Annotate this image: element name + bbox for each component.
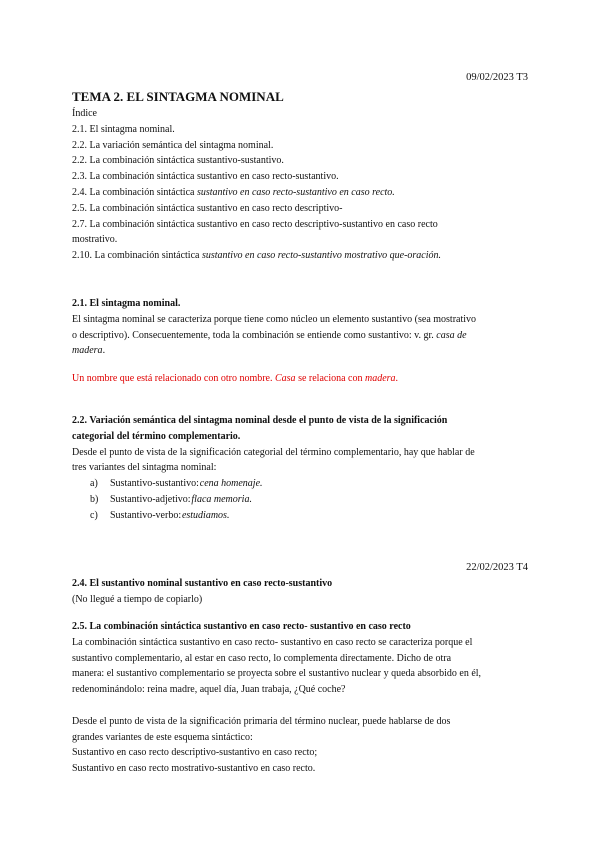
list-item: c) Sustantivo-verbo: estudiamos.: [90, 509, 230, 521]
list-item: a) Sustantivo-sustantivo: cena homenaje.: [90, 478, 263, 490]
section-heading: 2.4. El sustantivo nominal sustantivo en caso recto-sustantivo: [72, 578, 333, 589]
paragraph-line: tres variantes del sintagma nominal:: [72, 462, 217, 474]
index-item: 2.10. La combinación sintáctica sustantivo en caso recto-sustantivo mostrativo que-oración.: [72, 250, 442, 262]
index-item: 2.5. La combinación sintáctica sustantivo en caso recto descriptivo-: [72, 202, 343, 214]
index-item: mostrativo.: [72, 234, 118, 246]
paragraph-line: redenominándolo: reina madre, aquel día, Juan trabaja, ¿Qué coche?: [72, 684, 346, 696]
paragraph-line: Sustantivo en caso recto descriptivo-sustantivo en caso recto;: [72, 747, 318, 759]
section-2-1: [72, 296, 528, 359]
paragraph-line: manera: el sustantivo complementario se proyecta sobre el sustantivo nuclear y queda absorbido en él,: [72, 668, 482, 680]
paragraph-line: El sintagma nominal se caracteriza porque tiene como núcleo un elemento sustantivo (sea mostrativo: [72, 313, 477, 325]
paragraph-line: Desde el punto de vista de la significación primaria del término nuclear, puede hablarse de dos: [72, 715, 451, 727]
section-heading: 2.1. El sintagma nominal.: [72, 298, 181, 309]
section-heading-cont: categorial del término complementario.: [72, 430, 241, 442]
list-item: b) Sustantivo-adjetivo: flaca memoria.: [90, 493, 252, 505]
index-item: 2.2. La combinación sintáctica sustantivo-sustantivo.: [72, 155, 284, 167]
index-item-italic: sustantivo en caso recto-sustantivo en caso recto.: [196, 186, 395, 198]
date-header-t4: 22/02/2023 T4: [466, 562, 528, 573]
section-2-2: [72, 413, 528, 524]
document-title: TEMA 2. EL SINTAGMA NOMINAL: [72, 89, 284, 104]
date-header-t3: 09/02/2023 T3: [466, 72, 528, 83]
index-item: 2.1. El sintagma nominal.: [72, 123, 175, 135]
index-section: [72, 106, 528, 264]
section-2-5: [72, 619, 528, 777]
section-heading: 2.2. Variación semántica del sintagma nominal desde el punto de vista de la significación: [72, 415, 448, 426]
index-item: 2.4. La combinación sintáctica sustantivo en caso recto-sustantivo en caso recto.: [72, 186, 395, 198]
paragraph-line: madera.: [72, 345, 106, 357]
paragraph-line: La combinación sintáctica sustantivo en caso recto- sustantivo en caso recto se caracteriza porque el: [72, 636, 473, 648]
paragraph-line: grandes variantes de este esquema sintáctico:: [72, 731, 253, 743]
section-heading: 2.5. La combinación sintáctica sustantivo en caso recto- sustantivo en caso recto: [72, 621, 411, 632]
index-item: 2.3. La combinación sintáctica sustantivo en caso recto-sustantivo.: [72, 171, 339, 183]
paragraph-line: sustantivo complementario, al estar en caso recto, lo complementa directamente. Dicho de otra: [72, 652, 452, 664]
variants-list: [72, 476, 528, 523]
index-item: 2.2. La variación semántica del sintagma nominal.: [72, 139, 274, 151]
paragraph-line: (No llegué a tiempo de copiarlo): [72, 593, 203, 605]
index-item: 2.7. La combinación sintáctica sustantivo en caso recto descriptivo-sustantivo en caso recto: [72, 218, 438, 230]
red-note: Un nombre que está relacionado con otro nombre. Casa se relaciona con madera.: [72, 373, 399, 384]
paragraph-line: Sustantivo en caso recto mostrativo-sustantivo en caso recto.: [72, 763, 316, 775]
index-heading: Índice: [72, 108, 97, 119]
index-item-italic: sustantivo en caso recto-sustantivo mostrativo que-oración.: [201, 250, 442, 262]
section-2-4: [72, 576, 528, 608]
paragraph-line: Desde el punto de vista de la significación categorial del término complementario, hay que hablar de: [72, 446, 475, 458]
paragraph-line: o descriptivo). Consecuentemente, toda la combinación se entiende como sustantivo: v. gr. casa de: [72, 329, 467, 341]
